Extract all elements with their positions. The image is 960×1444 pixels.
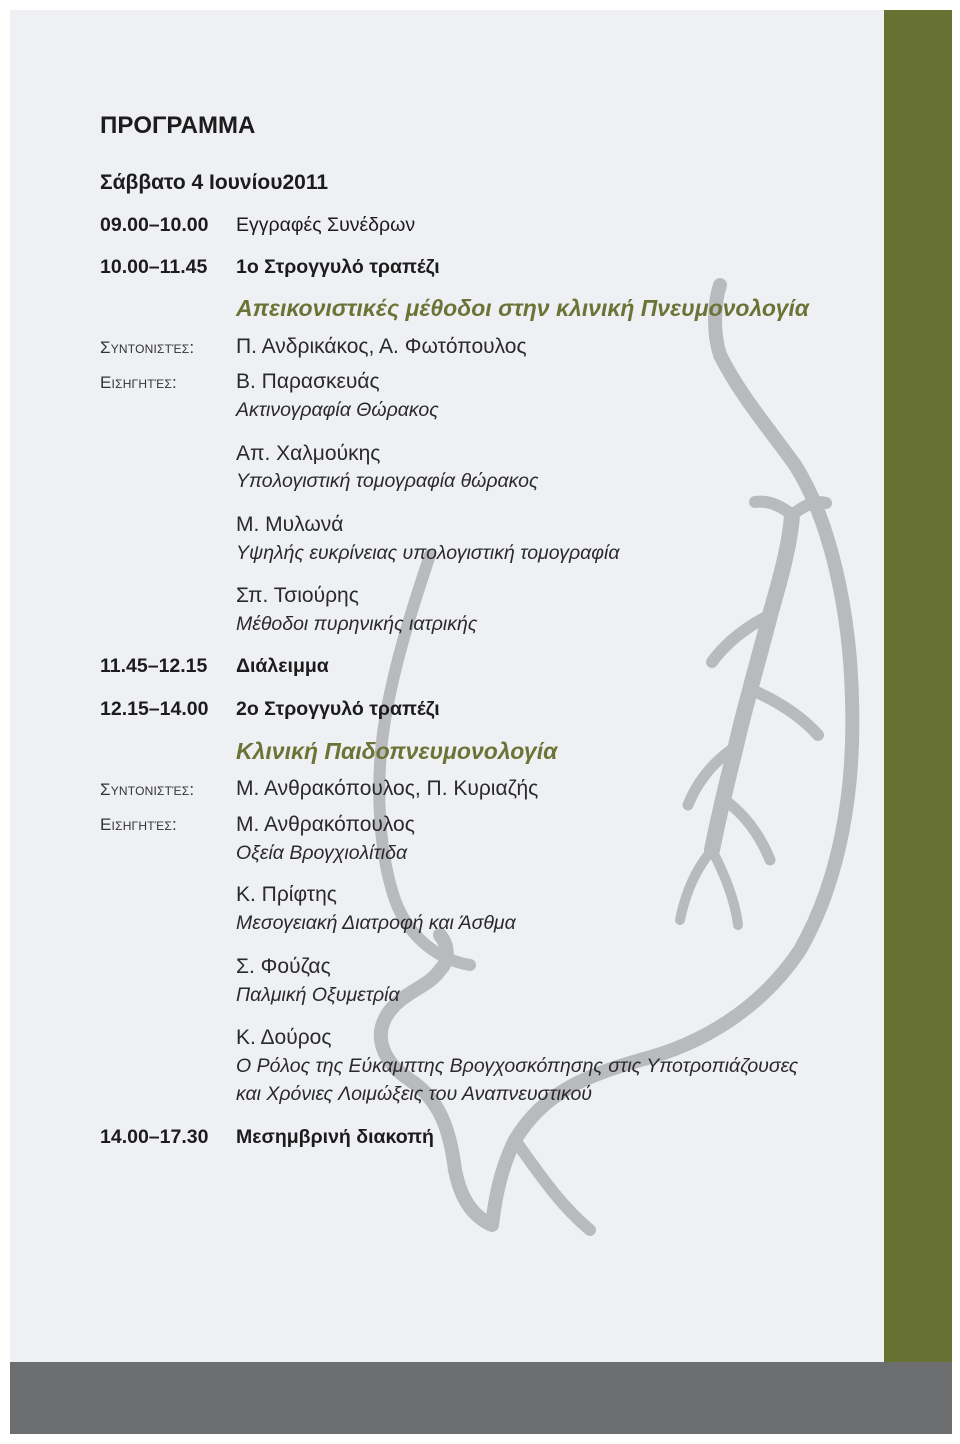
table2-session-title: Κλινική Παιδοπνευμονολογία [236,738,558,764]
table1-label: 1ο Στρογγυλό τραπέζι [236,256,440,278]
bronchus-branch-4 [725,800,770,860]
table1-speaker-1: Β. Παρασκευάς [236,370,380,393]
table2-coordinators-label: Συντονιστές: [100,780,195,799]
table1-topic-2: Υπολογιστική τομογραφία θώρακος [236,470,539,492]
table1-topic-4: Μέθοδοι πυρηνικής ιατρικής [236,613,478,635]
break-label: Διάλειμμα [236,655,329,677]
table2-topic-4-line1: Ο Ρόλος της Εύκαμπτης Βρογχοσκόπησης στις Υποτροπιάζουσες [236,1055,799,1077]
table1-speaker-3: Μ. Μυλωνά [236,513,344,536]
bronchus-branch-5 [680,850,712,920]
table2-speakers-label: Εισηγητές: [100,815,177,834]
program-title: ΠΡΟΓΡΑΜΜΑ [100,112,256,139]
registration-time: 09.00–10.00 [100,214,209,236]
table1-coordinators-label: Συντονιστές: [100,338,195,357]
table1-time: 10.00–11.45 [100,256,208,278]
table2-label: 2ο Στρογγυλό τραπέζι [236,698,440,720]
table1-topic-3: Υψηλής ευκρίνειας υπολογιστική τομογραφία [236,542,620,564]
bronchus-branch-6 [712,850,738,925]
table2-speaker-4: Κ. Δούρος [236,1026,332,1049]
table2-topic-1: Οξεία Βρογχιολίτιδα [236,842,408,864]
table2-topic-2: Μεσογειακή Διατροφή και Άσθμα [236,912,516,934]
break-time: 11.45–12.15 [100,655,208,677]
table1-topic-1: Ακτινογραφία Θώρακος [236,399,439,421]
table2-speaker-1: Μ. Ανθρακόπουλος [236,813,415,836]
table2-coordinators: Μ. Ανθρακόπουλος, Π. Κυριαζής [236,777,539,800]
table1-speaker-2: Απ. Χαλμούκης [236,442,381,465]
lung-inner-edge-path [515,1140,590,1230]
lunch-label: Μεσημβρινή διακοπή [236,1126,434,1148]
bronchus-branch-2 [752,690,818,735]
table2-topic-4-line2: και Χρόνιες Λοιμώξεις του Αναπνευστικού [236,1083,593,1105]
table1-speakers-label: Εισηγητές: [100,373,177,392]
program-date: Σάββατο 4 Ιουνίου2011 [100,171,329,194]
registration-label: Εγγραφές Συνέδρων [236,214,416,236]
table2-speaker-2: Κ. Πρίφτης [236,883,337,906]
lunch-time: 14.00–17.30 [100,1126,209,1148]
table2-topic-3: Παλμική Οξυμετρία [236,984,400,1006]
table1-session-title: Απεικονιστικές μέθοδοι στην κλινική Πνευμονολογία [236,295,810,321]
table2-speaker-3: Σ. Φούζας [236,955,331,978]
table2-time: 12.15–14.00 [100,698,209,720]
table1-speaker-4: Σπ. Τσιούρης [236,584,359,607]
table1-coordinators: Π. Ανδρικάκος, Α. Φωτόπουλος [236,335,527,358]
